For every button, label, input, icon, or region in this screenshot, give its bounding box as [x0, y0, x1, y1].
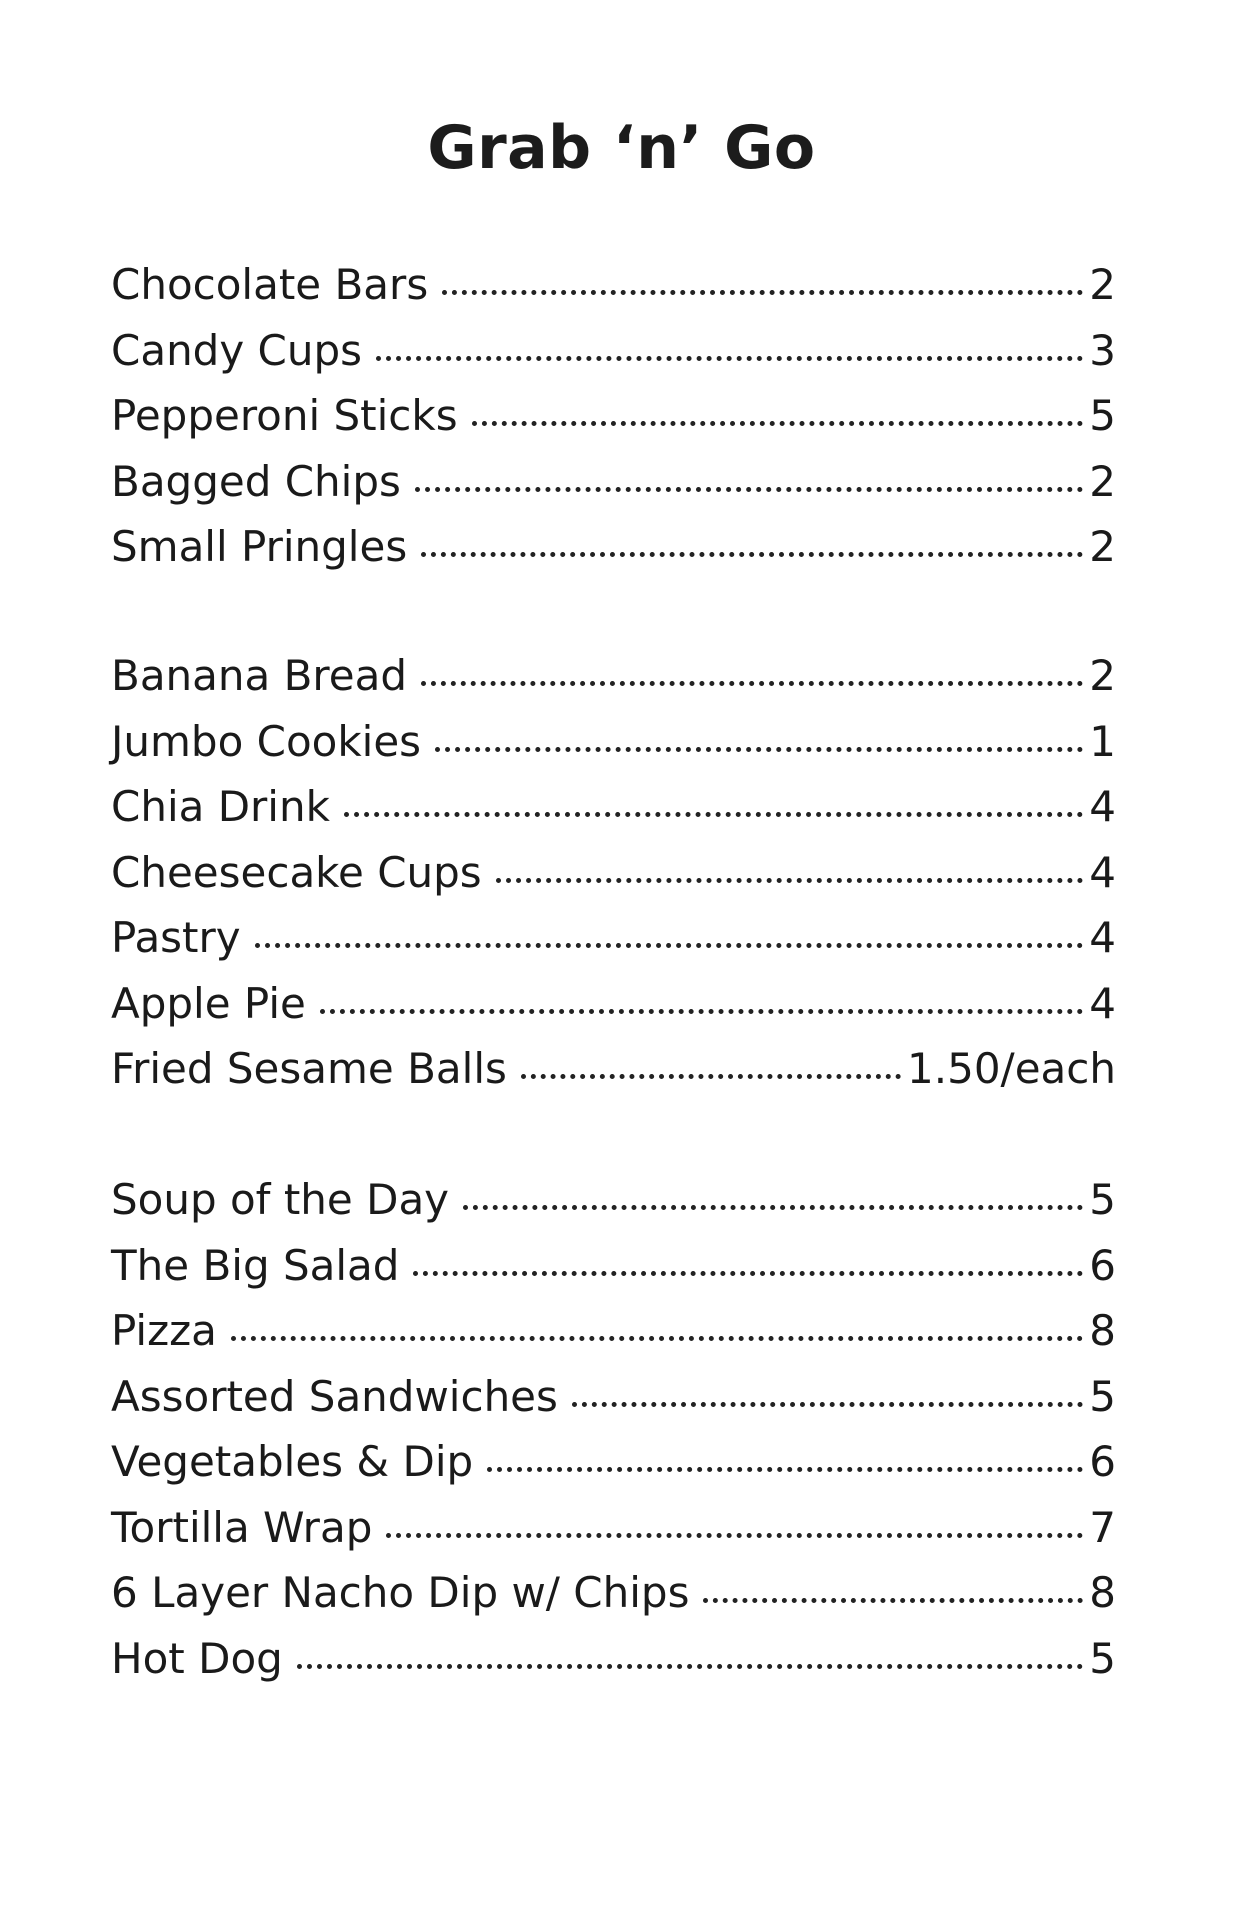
item-name: Chia Drink: [111, 782, 330, 831]
item-name: The Big Salad: [111, 1240, 400, 1290]
dot-leader: [297, 1664, 1083, 1669]
menu-item: [111, 774, 1116, 840]
item-name: Pastry: [111, 913, 241, 962]
menu-item: [111, 709, 1116, 775]
item-price: 5: [1089, 1633, 1116, 1683]
item-name: 6 Layer Nacho Dip w/ Chips: [111, 1568, 690, 1617]
menu-item: [111, 1298, 1116, 1364]
dot-leader: [421, 552, 1083, 557]
menu-section-snacks: [111, 252, 1116, 580]
dot-leader: [572, 1402, 1083, 1407]
item-price: 2: [1089, 522, 1116, 571]
dot-leader: [703, 1598, 1083, 1603]
item-name: Banana Bread: [111, 651, 408, 700]
menu-item: [111, 1429, 1116, 1495]
item-price: 4: [1089, 913, 1116, 962]
item-name: Small Pringles: [111, 522, 408, 571]
dot-leader: [442, 290, 1083, 295]
page-title: Grab ‘n’ Go: [427, 113, 816, 183]
item-price: 4: [1089, 847, 1116, 897]
dot-leader: [255, 943, 1084, 948]
item-price: 8: [1089, 1568, 1116, 1617]
menu-item: [111, 1233, 1116, 1299]
dot-leader: [435, 747, 1083, 752]
dot-leader: [386, 1533, 1083, 1538]
menu-item: [111, 1364, 1116, 1430]
menu-item: [111, 1495, 1116, 1561]
menu-item: [111, 1036, 1116, 1102]
item-name: Hot Dog: [111, 1633, 283, 1683]
menu-section-bakery: [111, 643, 1116, 1102]
menu-item: [111, 514, 1116, 580]
item-name: Tortilla Wrap: [111, 1502, 373, 1552]
item-name: Assorted Sandwiches: [111, 1371, 558, 1421]
item-name: Soup of the Day: [111, 1175, 450, 1224]
item-price: 1.50/each: [907, 1044, 1116, 1093]
item-price: 5: [1089, 1175, 1116, 1224]
item-name: Chocolate Bars: [111, 260, 429, 309]
item-name: Apple Pie: [111, 978, 306, 1028]
item-name: Cheesecake Cups: [111, 847, 482, 897]
menu-item: [111, 643, 1116, 709]
item-price: 8: [1089, 1306, 1116, 1355]
menu-item: [111, 1560, 1116, 1626]
menu-item: [111, 1167, 1116, 1233]
dot-leader: [521, 1074, 901, 1079]
dot-leader: [421, 681, 1083, 686]
dot-leader: [496, 878, 1084, 883]
item-price: 6: [1089, 1437, 1116, 1486]
dot-leader: [231, 1336, 1083, 1341]
dot-leader: [413, 1271, 1083, 1276]
menu-item: [111, 840, 1116, 906]
item-price: 3: [1089, 325, 1116, 375]
item-name: Bagged Chips: [111, 456, 401, 506]
item-price: 1: [1089, 716, 1116, 766]
item-price: 2: [1089, 456, 1116, 506]
dot-leader: [344, 812, 1083, 817]
item-price: 2: [1089, 260, 1116, 309]
menu-item: [111, 318, 1116, 384]
menu-item: [111, 1626, 1116, 1692]
dot-leader: [376, 356, 1083, 361]
item-price: 2: [1089, 651, 1116, 700]
menu-item: [111, 971, 1116, 1037]
menu-item: [111, 252, 1116, 318]
dot-leader: [463, 1205, 1083, 1210]
item-price: 4: [1089, 978, 1116, 1028]
item-price: 5: [1089, 391, 1116, 440]
item-price: 6: [1089, 1240, 1116, 1290]
menu-section-meals: [111, 1167, 1116, 1691]
item-price: 4: [1089, 782, 1116, 831]
item-name: Candy Cups: [111, 325, 363, 375]
item-name: Jumbo Cookies: [111, 716, 422, 766]
item-name: Vegetables & Dip: [111, 1437, 474, 1486]
item-price: 5: [1089, 1371, 1116, 1421]
item-name: Fried Sesame Balls: [111, 1044, 507, 1093]
menu-item: [111, 449, 1116, 515]
dot-leader: [472, 421, 1084, 426]
dot-leader: [320, 1009, 1083, 1014]
item-price: 7: [1089, 1502, 1116, 1552]
dot-leader: [415, 487, 1083, 492]
item-name: Pepperoni Sticks: [111, 391, 458, 440]
menu-item: [111, 383, 1116, 449]
menu-item: [111, 905, 1116, 971]
dot-leader: [487, 1467, 1083, 1472]
item-name: Pizza: [111, 1306, 217, 1355]
